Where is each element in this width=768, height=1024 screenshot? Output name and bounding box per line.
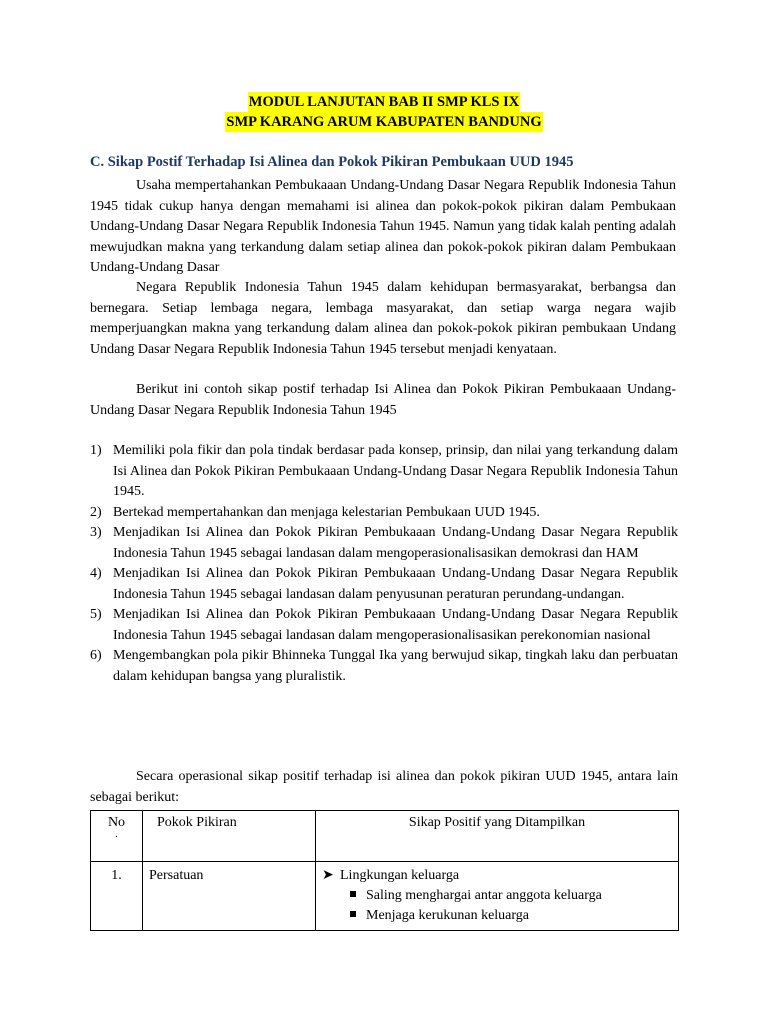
list-number: 3) — [90, 525, 102, 540]
table-row — [91, 862, 679, 931]
list-number: 6) — [90, 648, 102, 663]
list-item — [90, 605, 678, 646]
paragraph-3: Berikut ini contoh sikap postif terhadap Isi Alinea dan Pokok Pikiran Pembukaaan Undang-Undang Dasar Negara Republik Indonesia Tahun 1945 — [90, 382, 676, 418]
list-text: Memiliki pola fikir dan pola tindak berdasar pada konsep, prinsip, dan nilai yang terkandung dalam Isi Alinea dan Pokok Pikiran Pembukaaan Undang-Undang Dasar Negara Republik Indonesia Tahun 1945. — [113, 443, 678, 499]
list-text: Bertekad mempertahankan dan menjaga kelestarian Pembukaan UUD 1945. — [113, 504, 540, 520]
paragraph-1: Usaha mempertahankan Pembukaaan Undang-Undang Dasar Negara Republik Indonesia Tahun 1945 tidak cukup hanya dengan memahami isi alinea dan pokok-pokok pikiran dalam Pembukaan Undang-Undang Dasar Negara Republik Indonesia Tahun 1945. Namun yang tidak kalah penting adalah mewujudkan makna yang terkandung dalam setiap alinea dan pokok-pokok pikiran dalam Pembukaan Undang-Undang Dasar — [90, 178, 676, 275]
list-item — [90, 441, 678, 503]
list-item — [90, 646, 678, 687]
list-text: Mengembangkan pola pikir Bhinneka Tunggal Ika yang berwujud sikap, tingkah laku dan perbuatan dalam kehidupan bangsa yang pluralistik. — [113, 648, 678, 684]
section-heading: C. Sikap Postif Terhadap Isi Alinea dan Pokok Pikiran Pembukaan UUD 1945 — [90, 154, 574, 170]
list-item — [90, 523, 678, 564]
cell-no: 1. — [91, 862, 143, 931]
header-no-label: No — [107, 815, 126, 830]
sub-item-text: Saling menghargai antar anggota keluarga — [366, 888, 602, 903]
table-header-row — [91, 811, 679, 862]
header-pokok-pikiran: Pokok Pikiran — [143, 811, 316, 862]
arrow-bullet-icon: ➤ — [322, 868, 334, 883]
title-line-2: SMP KARANG ARUM KABUPATEN BANDUNG — [226, 114, 542, 130]
square-bullet-icon — [350, 891, 356, 897]
arrow-list-item — [322, 866, 672, 886]
table-intro: Secara operasional sikap positif terhadap isi alinea dan pokok pikiran UUD 1945, antara lain sebagai berikut: — [90, 769, 678, 805]
list-text: Menjadikan Isi Alinea dan Pokok Pikiran Pembukaaan Undang-Undang Dasar Negara Republik Indonesia Tahun 1945 sebagai landasan dalam mengoperasionalisasikan perekonomian nasional — [113, 607, 678, 643]
list-number: 5) — [90, 607, 102, 622]
cell-pokok: Persatuan — [143, 862, 316, 931]
attitude-table — [90, 810, 679, 931]
list-item — [90, 503, 678, 524]
list-number: 2) — [90, 504, 102, 520]
sub-item-text: Menjaga kerukunan keluarga — [366, 908, 530, 923]
header-no — [91, 811, 143, 862]
cell-sikap — [316, 862, 679, 931]
paragraph-2: Negara Republik Indonesia Tahun 1945 dalam kehidupan bermasyarakat, berbangsa dan bernegara. Setiap lembaga negara, lembaga masyarakat, dan setiap warga negara wajib memperjuangkan makna yang terkandung dalam alinea dan pokok-pokok pikiran pembukaan Undang Undang Dasar Negara Republik Indonesia Tahun 1945 tersebut menjadi kenyataan. — [90, 280, 676, 357]
list-number: 4) — [90, 566, 102, 581]
square-bullet-icon — [350, 911, 356, 917]
list-item — [90, 564, 678, 605]
sub-list-item — [322, 886, 672, 906]
document-title — [0, 92, 768, 132]
header-sikap-positif: Sikap Positif yang Ditampilkan — [316, 811, 679, 862]
title-line-1: MODUL LANJUTAN BAB II SMP KLS IX — [248, 94, 520, 110]
positive-attitude-list — [90, 441, 678, 687]
list-text: Menjadikan Isi Alinea dan Pokok Pikiran Pembukaaan Undang-Undang Dasar Negara Republik Indonesia Tahun 1945 sebagai landasan dalam penyusunan peraturan perundang-undangan. — [113, 566, 678, 602]
header-no-dot: . — [115, 829, 118, 840]
list-number: 1) — [90, 443, 102, 458]
sub-list-item — [322, 906, 672, 926]
list-text: Menjadikan Isi Alinea dan Pokok Pikiran Pembukaaan Undang-Undang Dasar Negara Republik Indonesia Tahun 1945 sebagai landasan dalam mengoperasionalisasikan demokrasi dan HAM — [113, 525, 678, 561]
arrow-item-text: Lingkungan keluarga — [340, 868, 460, 883]
